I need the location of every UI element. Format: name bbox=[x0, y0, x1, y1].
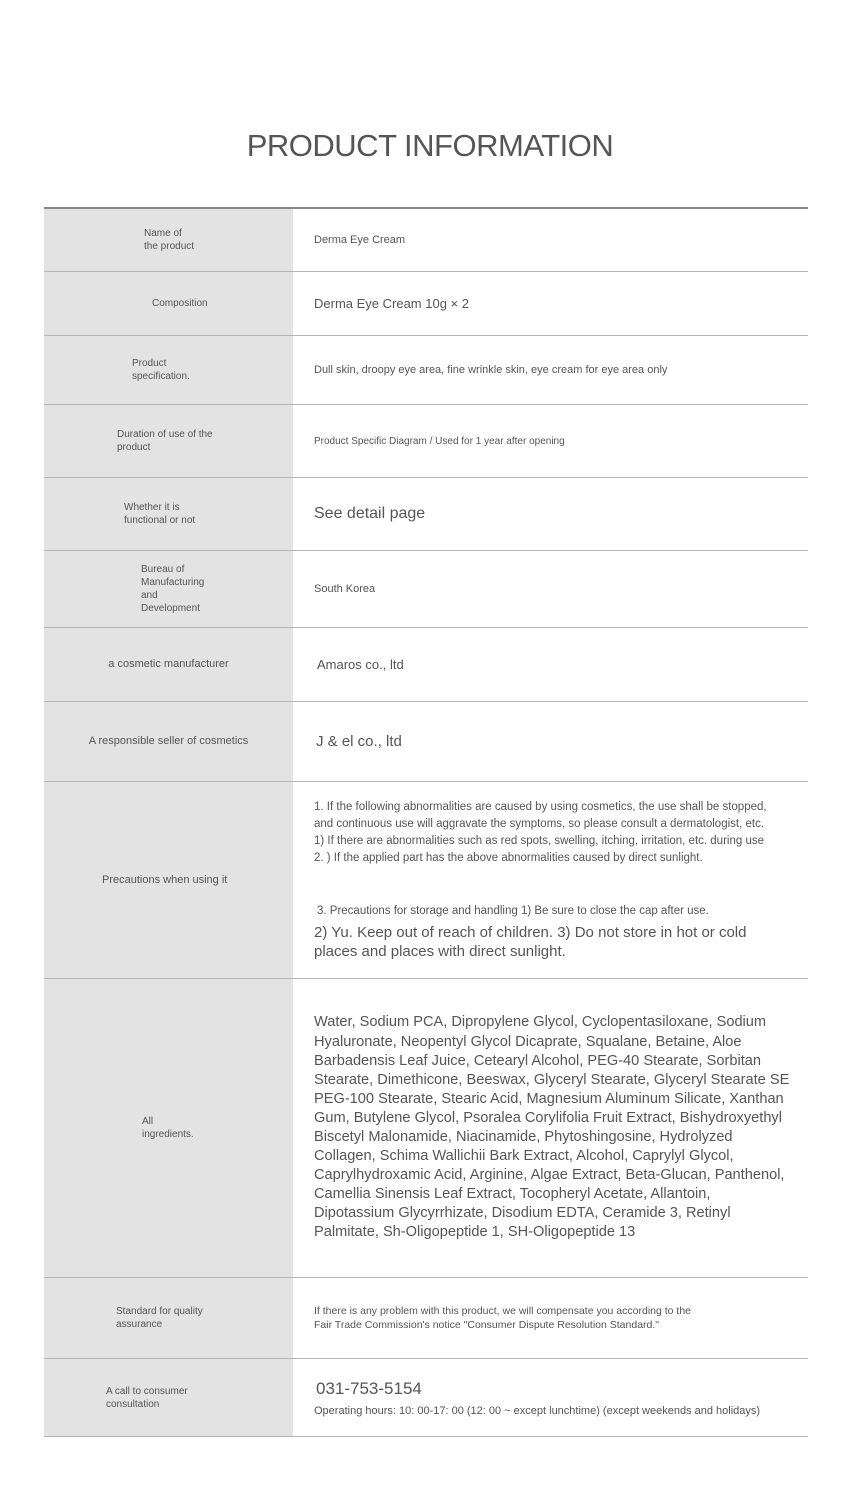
ingredients-value: Water, Sodium PCA, Dipropylene Glycol, Cyclopentasiloxane, Sodium Hyaluronate, Neopentyl Glycol Dicaprate, Squalane, Betaine, Aloe Barbadensis Leaf Juice, Cetearyl Alcohol, PEG-40 Stearate, Sorbitan Stearate, Dimethicone, Beeswax, Glyceryl Stearate, Glyceryl Stearate SE PEG-100 Stearate, Stearic Acid, Magnesium Aluminum Silicate, Xanthan Gum, Butylene Glycol, Psoralea Corylifolia Fruit Extract, Bishydroxyethyl Biscetyl Malonamide, Niacinamide, Phytoshingosine, Hydrolyzed Collagen, Schima Wallichii Bark Extract, Alcohol, Caprylyl Glycol, Caprylhydroxamic Acid, Arginine, Algae Extract, Beta-Glucan, Panthenol, Camellia Sinensis Leaf Extract, Tocopheryl Acetate, Allantoin, Dipotassium Glycyrrhizate, Disodium EDTA, Ceramide 3, Retinyl Palmitate, Sh-Oligopeptide 1, SH-Oligopeptide 13 bbox=[314, 1014, 790, 1241]
table-row bbox=[44, 782, 808, 979]
table-row bbox=[44, 336, 808, 405]
row-value: Derma Eye Cream 10g × 2 bbox=[314, 296, 469, 311]
row-label: A responsible seller of cosmetics bbox=[88, 735, 249, 748]
table-row bbox=[44, 1278, 808, 1359]
row-label: Name of the product bbox=[144, 228, 195, 252]
row-value: Product Specific Diagram / Used for 1 year after opening bbox=[314, 435, 565, 447]
precautions-value bbox=[293, 782, 808, 978]
row-label-cell bbox=[44, 628, 293, 701]
row-label-cell bbox=[44, 1278, 293, 1358]
table-row bbox=[44, 209, 808, 272]
consultation-value bbox=[293, 1359, 808, 1436]
precaution-text: 2) Yu. Keep out of reach of children. 3) Do not store in hot or cold places and places with direct sunlight. bbox=[314, 924, 747, 960]
row-label: Standard for quality assurance bbox=[116, 1306, 203, 1330]
product-info-table bbox=[44, 207, 808, 1437]
row-label-cell bbox=[44, 1359, 293, 1436]
row-label: All ingredients. bbox=[142, 1116, 194, 1140]
row-label: Precautions when using it bbox=[102, 873, 228, 886]
row-label-cell bbox=[44, 272, 293, 335]
row-label: Duration of use of the product bbox=[117, 429, 213, 453]
precaution-text: 1. If the following abnormalities are caused by using cosmetics, the use shall be stopped, and continuous use will aggravate the symptoms, so please consult a dermatologist, etc. 1) If there are abnormalities such as red spots, swelling, itching, irritation, etc. during use 2. ) If the applied part has the above abnormalities caused by direct sunlight. bbox=[314, 801, 767, 864]
row-label-cell bbox=[44, 979, 293, 1277]
precaution-text: 3. Precautions for storage and handling 1) Be sure to close the cap after use. bbox=[317, 905, 709, 917]
table-row bbox=[44, 628, 808, 702]
row-label: Whether it is functional or not bbox=[124, 502, 196, 526]
row-value: South Korea bbox=[314, 583, 376, 595]
table-row bbox=[44, 405, 808, 478]
row-value: J & el co., ltd bbox=[316, 733, 402, 750]
row-label-cell bbox=[44, 702, 293, 781]
row-value: If there is any problem with this product, we will compensate you according to the Fair Trade Commission's notice "Consumer Dispute Resolution Standard." bbox=[314, 1305, 692, 1331]
table-row bbox=[44, 702, 808, 782]
table-row bbox=[44, 979, 808, 1278]
page-title: PRODUCT INFORMATION bbox=[246, 128, 614, 163]
row-label: Bureau of Manufacturing and Development bbox=[141, 564, 205, 614]
row-label: Composition bbox=[152, 298, 208, 309]
table-row bbox=[44, 478, 808, 551]
row-value: See detail page bbox=[314, 505, 426, 522]
row-label-cell bbox=[44, 551, 293, 627]
table-row bbox=[44, 551, 808, 628]
row-label: Product specification. bbox=[132, 358, 190, 382]
row-value: Amaros co., ltd bbox=[317, 657, 404, 672]
row-label-cell bbox=[44, 336, 293, 404]
row-label-cell bbox=[44, 478, 293, 550]
row-label-cell bbox=[44, 209, 293, 271]
row-label-cell bbox=[44, 405, 293, 477]
row-label: a cosmetic manufacturer bbox=[108, 658, 229, 671]
row-value: Derma Eye Cream bbox=[314, 234, 406, 246]
operating-hours: Operating hours: 10: 00-17: 00 (12: 00 ~ except lunchtime) (except weekends and holidays) bbox=[314, 1404, 761, 1417]
table-row bbox=[44, 1359, 808, 1437]
phone-number[interactable]: 031-753-5154 bbox=[316, 1378, 422, 1398]
row-label: A call to consumer consultation bbox=[106, 1385, 188, 1410]
row-label-cell bbox=[44, 782, 293, 978]
row-value: Dull skin, droopy eye area, fine wrinkle skin, eye cream for eye area only bbox=[314, 364, 668, 376]
table-row bbox=[44, 272, 808, 336]
